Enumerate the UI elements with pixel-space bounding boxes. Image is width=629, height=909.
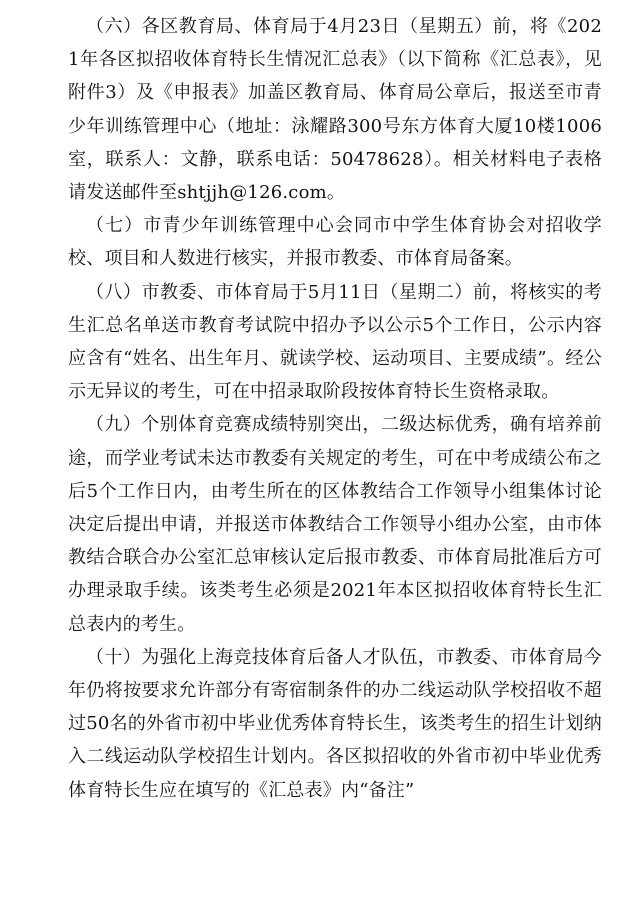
paragraph-9: （九）个别体育竞赛成绩特别突出，二级达标优秀，确有培养前途，而学业考试未达市教委有关规定的考生，可在中考成绩公布之后5个工作日内，由考生所在的区体教结合工作领导小组集体讨论决定后提出申请，并报送市体教结合工作领导小组办公室，由市体教结合联合办公室汇总审核认定后报市教委、市体育局批准后方可办理录取手续。该类考生必须是2021年本区拟招收体育特长生汇总表内的考生。 xyxy=(68,414,602,635)
paragraph-8: （八）市教委、市体育局于5月11日（星期二）前，将核实的考生汇总名单送市教育考试院中招办予以公示5个工作日，公示内容应含有“姓名、出生年月、就读学校、运动项目、主要成绩”。经公示无异议的考生，可在中招录取阶段按体育特长生资格录取。 xyxy=(68,281,602,403)
paragraph-6: （六）各区教育局、体育局于4月23日（星期五）前，将《2021年各区拟招收体育特长生情况汇总表》（以下简称《汇总表》，见附件3）及《申报表》加盖区教育局、体育局公章后，报送至市青少年训练管理中心（地址：泳耀路300号东方体育大厦10楼1006室，联系人：文静，联系电话：50478628）。相关材料电子表格请发送邮件至shtjjh@126.com。 xyxy=(68,16,602,204)
document-page xyxy=(68,10,602,807)
paragraph-10: （十）为强化上海竞技体育后备人才队伍，市教委、市体育局今年仍将按要求允许部分有寄宿制条件的办二线运动队学校招收不超过50名的外省市初中毕业优秀体育特长生，该类考生的招生计划纳入二线运动队学校招生计划内。各区拟招收的外省市初中毕业优秀体育特长生应在填写的《汇总表》内“备注” xyxy=(68,646,602,801)
paragraph-7: （七）市青少年训练管理中心会同市中学生体育协会对招收学校、项目和人数进行核实，并报市教委、市体育局备案。 xyxy=(68,215,602,270)
